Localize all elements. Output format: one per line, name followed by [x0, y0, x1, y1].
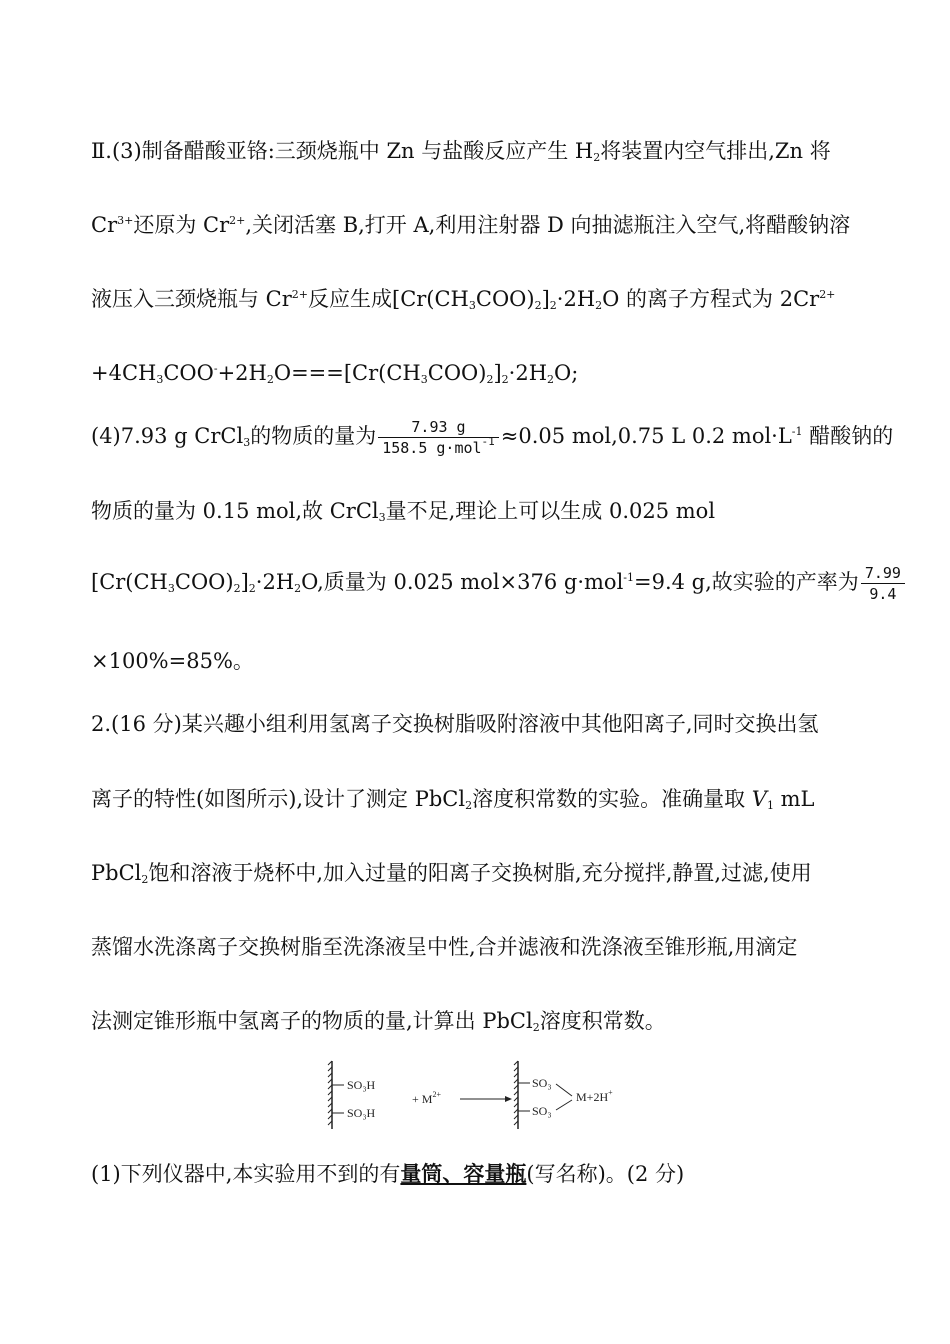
text-run: ·2H: [556, 287, 596, 311]
text-run: ·2H: [255, 570, 295, 594]
subscript: 2: [549, 299, 557, 312]
metal-ion-label: [412, 1090, 441, 1106]
so3h-label: SO₃H: [347, 1106, 376, 1120]
subscript: 3: [420, 373, 428, 386]
superscript: -1: [623, 571, 635, 584]
text-run: O===[Cr(CH: [273, 361, 421, 385]
subscript: 3: [167, 582, 175, 595]
text-run: 的物质的量为: [250, 424, 377, 448]
so3-label: SO₃: [532, 1076, 552, 1090]
superscript: 2+: [819, 288, 836, 301]
text-run: + M: [412, 1092, 433, 1106]
text-run: M+2H: [576, 1090, 609, 1104]
text-line: [91, 560, 907, 604]
text-run: 离子的特性(如图所示),设计了测定 PbCl: [91, 787, 466, 811]
subscript: 3: [243, 436, 251, 449]
superscript: 2+: [229, 214, 246, 227]
text-run: 物质的量为 0.15 mol,故 CrCl: [91, 499, 379, 523]
superscript: -1: [481, 435, 495, 448]
question-2-text: [91, 710, 819, 738]
fraction-denominator: 9.4: [869, 585, 897, 603]
so3h-label: SO₃H: [347, 1078, 376, 1092]
bond-line: [556, 1084, 572, 1096]
fraction-yield: [861, 564, 905, 603]
fraction-numerator: 7.99: [861, 564, 905, 584]
text-run: 量不足,理论上可以生成 0.025 mol: [385, 499, 716, 523]
product-label: [576, 1088, 613, 1104]
text-run: +2H: [217, 361, 267, 385]
text-run: 2.(16 分)某兴趣小组利用氢离子交换树脂吸附溶液中其他阳离子,同时交换出氢: [91, 712, 819, 736]
answer-text: 量筒、容量瓶: [400, 1161, 527, 1186]
text-run: 溶度积常数的实验。准确量取: [472, 787, 752, 811]
superscript: 3+: [117, 214, 134, 227]
superscript: -: [213, 362, 218, 375]
text-line: [91, 285, 835, 313]
subscript: 2: [233, 582, 241, 595]
text-line: [91, 211, 850, 239]
text-line: [91, 933, 797, 961]
text-run: COO): [174, 570, 234, 594]
subscript: 1: [766, 799, 774, 812]
text-line: [91, 785, 815, 813]
subscript: 2: [141, 873, 149, 886]
text-run: Cr: [91, 213, 118, 237]
resin-left: [328, 1061, 344, 1129]
text-run: 蒸馏水洗涤离子交换树脂至洗涤液呈中性,合并滤液和洗涤液至锥形瓶,用滴定: [91, 935, 798, 959]
subscript: 3: [156, 373, 164, 386]
subscript: 2: [593, 151, 601, 164]
text-run: PbCl: [91, 861, 142, 885]
text-run: ,关闭活塞 B,打开 A,利用注射器 D 向抽滤瓶注入空气,将醋酸钠溶: [245, 213, 851, 237]
text-run: O;: [554, 361, 579, 385]
text-run: (4)7.93 g CrCl: [91, 424, 244, 448]
text-run: ×100%=85%。: [91, 649, 254, 673]
text-run: 法测定锥形瓶中氢离子的物质的量,计算出 PbCl: [91, 1009, 533, 1033]
ion-exchange-diagram: [320, 1055, 640, 1135]
text-line: [91, 859, 812, 887]
text-line: [91, 647, 254, 675]
reaction-arrow: [460, 1096, 512, 1102]
subscript: 2: [532, 1021, 540, 1034]
fraction-numerator: 7.93 g: [378, 418, 499, 438]
subquestion-1: [91, 1160, 684, 1188]
text-line: [91, 497, 715, 525]
text-run: 反应生成[Cr(CH: [308, 287, 469, 311]
variable-v: V: [751, 787, 767, 811]
superscript: -1: [791, 425, 803, 438]
text-run: 饱和溶液于烧杯中,加入过量的阳离子交换树脂,充分搅拌,静置,过滤,使用: [148, 861, 812, 885]
text-run: mL: [773, 787, 815, 811]
text-line: [91, 414, 893, 458]
text-run: =9.4 g,故实验的产率为: [634, 570, 859, 594]
superscript: +: [608, 1088, 613, 1097]
fraction-denominator: [378, 435, 499, 457]
text-line: [91, 359, 578, 387]
subscript: 2: [294, 582, 302, 595]
text-run: Ⅱ.(3)制备醋酸亚铬:三颈烧瓶中 Zn 与盐酸反应产生 H: [91, 139, 594, 163]
superscript: 2+: [291, 288, 308, 301]
text-run: O 的离子方程式为 2Cr: [602, 287, 820, 311]
text-run: 将装置内空气排出,Zn 将: [600, 139, 831, 163]
resin-right: [514, 1061, 530, 1129]
text-run: ]: [240, 570, 249, 594]
subscript: 2: [534, 299, 542, 312]
subscript: 2: [248, 582, 256, 595]
text-line: [91, 1007, 666, 1035]
subscript: 2: [486, 373, 494, 386]
text-run: O,质量为 0.025 mol×376 g·mol: [301, 570, 624, 594]
text-run: ]: [541, 287, 550, 311]
text-run: ·2H: [508, 361, 548, 385]
subscript: 3: [468, 299, 476, 312]
superscript: 2+: [432, 1090, 441, 1099]
text-run: 液压入三颈烧瓶与 Cr: [91, 287, 292, 311]
subscript: 2: [465, 799, 473, 812]
subscript: 2: [266, 373, 274, 386]
subscript: 2: [501, 373, 509, 386]
text-run: COO): [427, 361, 487, 385]
text-run: 还原为 Cr: [133, 213, 230, 237]
text-run: (写名称)。(2 分): [526, 1162, 685, 1186]
text-run: COO): [475, 287, 535, 311]
so3-label: SO₃: [532, 1104, 552, 1118]
text-run: ]: [493, 361, 502, 385]
text-run: ≈0.05 mol,0.75 L 0.2 mol·L: [500, 424, 792, 448]
fraction-moles: [378, 418, 499, 457]
text-line: [91, 137, 831, 165]
subscript: 2: [595, 299, 603, 312]
text-run: 醋酸钠的: [802, 424, 894, 448]
text-run: 溶度积常数。: [539, 1009, 666, 1033]
text-run: [Cr(CH: [91, 570, 168, 594]
bond-line: [556, 1100, 572, 1110]
subscript: 2: [547, 373, 555, 386]
text-run: +4CH: [91, 361, 157, 385]
text-run: COO: [163, 361, 214, 385]
text-run: (1)下列仪器中,本实验用不到的有: [91, 1162, 401, 1186]
text-run: 158.5 g·mol: [382, 439, 482, 457]
subscript: 3: [378, 511, 386, 524]
